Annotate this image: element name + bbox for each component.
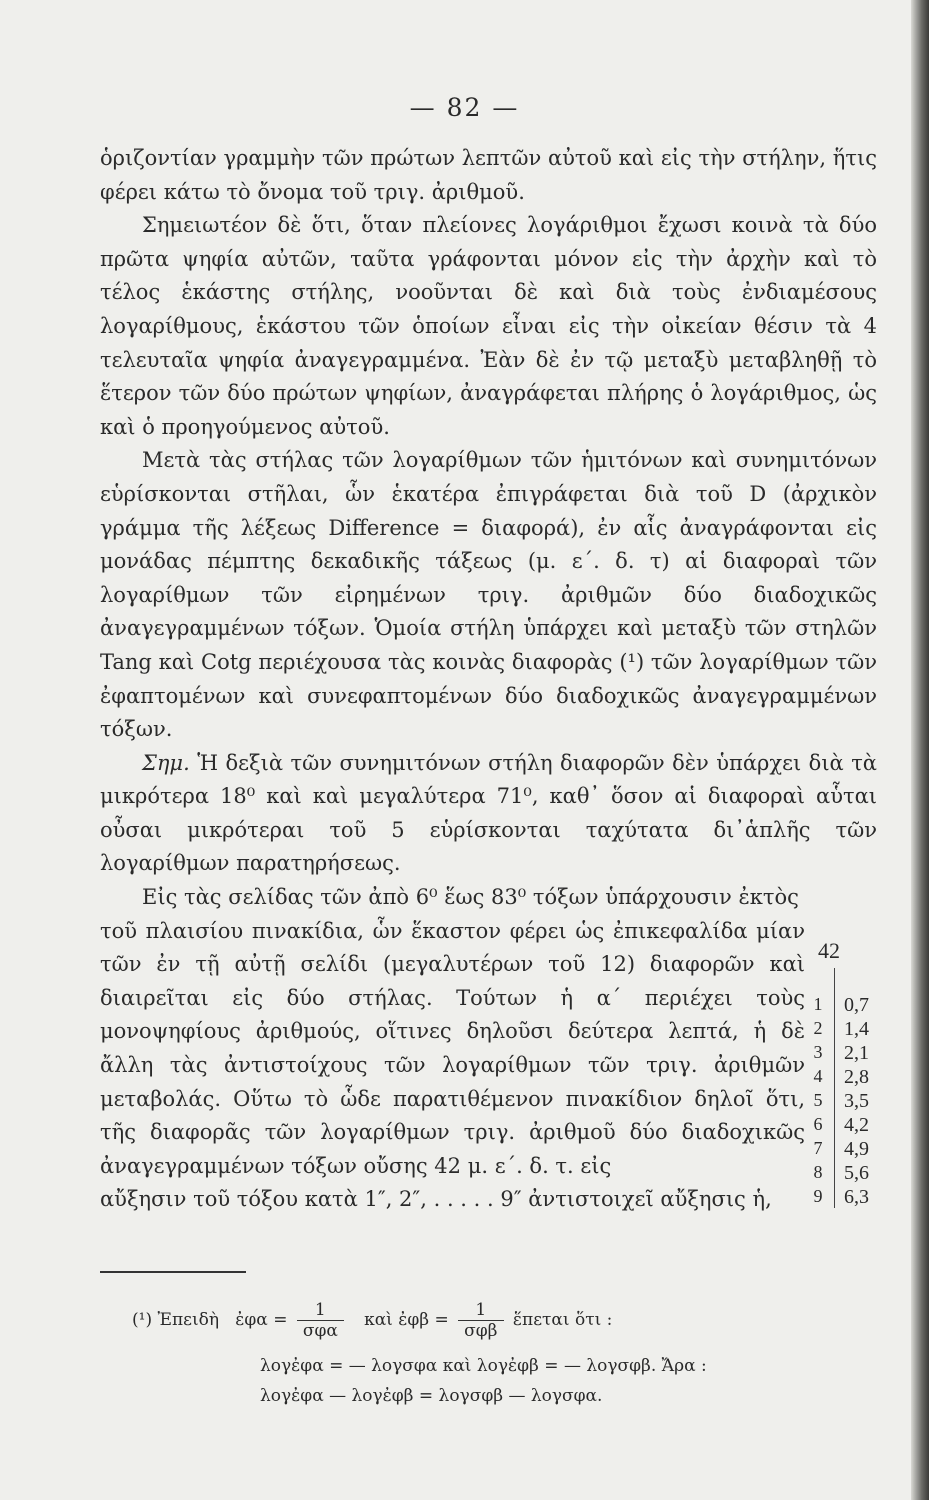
fraction-denominator: σφα (302, 1321, 338, 1341)
paragraph-2: Σημειωτέον δὲ ὅτι, ὅταν πλείονες λογάριθμοι ἔχωσι κοινὰ τὰ δύο πρῶτα ψηφία αὐτῶν, ταῦτα γράφονται μόνον εἰς τὴν ἀρχὴν καὶ τὸ τέλος ἑκάστης στήλης, νοοῦνται δὲ καὶ διὰ τοὺς ἐνδιαμέσους λογαρίθμους, ἑκάστου τῶν ὁποίων εἶναι εἰς τὴν οἰκείαν θέσιν τὰ 4 τελευταῖα ψηφία ἀναγεγραμμένα. Ἐὰν δὲ ἐν τῷ μεταξὺ μεταβληθῇ τὸ ἕτερον τῶν δύο πρώτων ψηφίων, ἀναγράφεται πλήρης ὁ λογάριθμος, ὡς καὶ ὁ προηγούμενος αὐτοῦ. (100, 213, 877, 439)
fraction-1 (297, 1300, 344, 1341)
paragraph-note (100, 747, 877, 881)
seconds-cell: 5 (813, 1090, 823, 1110)
footnote-line-1 (132, 1300, 832, 1341)
value-cell: 4,2 (844, 1114, 869, 1136)
paragraph-1: ὁριζοντίαν γραμμὴν τῶν πρώτων λεπτῶν αὐτοῦ καὶ εἰς τὴν στήλην, ἥτις φέρει κάτω τὸ ὄνομα τοῦ τριγ. ἀριθμοῦ. (100, 146, 877, 204)
seconds-cell: 6 (813, 1114, 823, 1134)
table-row (808, 1090, 888, 1114)
fraction-numerator: 1 (297, 1300, 344, 1321)
table-row (808, 1042, 888, 1066)
table-row (808, 1186, 888, 1210)
fraction-denominator: σφβ (464, 1321, 498, 1341)
value-cell: 6,3 (844, 1186, 869, 1208)
paragraph-5-lead: Εἰς τὰς σελίδας τῶν ἀπὸ 6⁰ ἕως 83⁰ τόξων ὑπάρχουσιν ἐκτὸς (142, 885, 799, 910)
seconds-cell: 2 (813, 1018, 823, 1038)
table-row (808, 1114, 888, 1138)
table-row (808, 994, 888, 1018)
footnote-rule (100, 1271, 246, 1273)
seconds-cell: 7 (813, 1138, 823, 1158)
footnote (132, 1300, 832, 1416)
formula-part: ἐφα = (235, 1310, 288, 1330)
seconds-cell: 3 (813, 1042, 823, 1062)
table-row (808, 1066, 888, 1090)
paragraph-5-body: τοῦ πλαισίου πινακίδια, ὧν ἕκαστον φέρει ὡς ἐπικεφαλίδα μίαν τῶν ἐν τῇ αὐτῇ σελίδι (μεγαλυτέρων τοῦ 12) διαφορῶν καὶ διαιρεῖται εἰς δύο στήλας. Τούτων ἡ α΄ περιέχει τοὺς μονοψηφίους ἀριθμούς, οἵτινες δηλοῦσι δεύτερα λεπτά, ἡ δὲ ἄλλη τὰς ἀντιστοίχους τῶν λογαρίθμων τῶν τριγ. ἀριθμῶν μεταβολάς. Οὕτω τὸ ὧδε παρατιθέμενον πινακίδιον δηλοῖ ὅτι, τῆς διαφορᾶς τῶν λογαρίθμων τριγ. ἀριθμοῦ δύο διαδοχικῶς ἀναγεγραμμένων τόξων οὔσης 42 μ. ε΄. δ. τ. εἰς (100, 918, 805, 1178)
footnote-line-2: λογἐφα = — λογσφα καὶ λογἐφβ = — λογσφβ. Ἄρα : (260, 1356, 707, 1376)
value-cell: 2,8 (844, 1066, 869, 1088)
difference-table-header: 42 (818, 938, 840, 963)
value-cell: 4,9 (844, 1138, 869, 1160)
formula-part: ἕπεται ὅτι : (512, 1310, 613, 1330)
table-row (808, 1018, 888, 1042)
formula-part: καὶ ἐφβ = (364, 1310, 449, 1330)
note-text: Ἡ δεξιὰ τῶν συνημιτόνων στήλη διαφορῶν δὲν ὑπάρχει διὰ τὰ μικρότερα 18⁰ καὶ καὶ μεγαλύτερα 71⁰, καθ᾽ ὅσον αἱ διαφοραὶ αὗται οὖσαι μικρότεραι τοῦ 5 εὑρίσκονται ταχύτατα δι᾽ἁπλῆς τῶν λογαρίθμων παρατηρήσεως. (100, 750, 877, 876)
seconds-cell: 8 (813, 1162, 823, 1182)
fraction-2 (458, 1300, 503, 1341)
table-row (808, 1162, 888, 1186)
seconds-cell: 9 (813, 1186, 823, 1206)
value-cell: 1,4 (844, 1018, 869, 1040)
value-cell: 5,6 (844, 1162, 869, 1184)
value-cell: 3,5 (844, 1090, 869, 1112)
table-row (808, 1138, 888, 1162)
page-edge-shadow (911, 0, 929, 1500)
difference-table (808, 938, 888, 1218)
fraction-numerator: 1 (458, 1300, 503, 1321)
footnote-line-3: λογἐφα — λογἐφβ = λογσφβ — λογσφα. (260, 1386, 603, 1406)
paragraph-5-last: αὔξησιν τοῦ τόξου κατὰ 1″, 2″, . . . . . 9″ ἀντιστοιχεῖ αὔξησις ἡ, (100, 1187, 772, 1212)
footnote-marker: (¹) Ἐπειδὴ (132, 1310, 220, 1330)
seconds-cell: 4 (813, 1066, 823, 1086)
seconds-cell: 1 (813, 994, 823, 1014)
body-text (100, 142, 877, 1217)
value-cell: 2,1 (844, 1042, 869, 1064)
page-number: — 82 — (409, 93, 520, 122)
note-label: Σημ. (142, 750, 190, 775)
value-cell: 0,7 (844, 994, 869, 1016)
paragraph-3: Μετὰ τὰς στήλας τῶν λογαρίθμων τῶν ἡμιτόνων καὶ συνημιτόνων εὑρίσκονται στῆλαι, ὧν ἑκατέρα ἐπιγράφεται διὰ τοῦ D (ἀρχικὸν γράμμα τῆς λέξεως Difference = διαφορά), ἐν αἷς ἀναγράφονται εἰς μονάδας πέμπτης δεκαδικῆς τάξεως (μ. ε΄. δ. τ) αἱ διαφοραὶ τῶν λογαρίθμων τῶν εἰρημένων τριγ. ἀριθμῶν δύο διαδοχικῶς ἀναγεγραμμένων τόξων. Ὁμοία στήλη ὑπάρχει καὶ μεταξὺ τῶν στηλῶν Tang καὶ Cotg περιέχουσα τὰς κοινὰς διαφορὰς (¹) τῶν λογαρίθμων τῶν ἐφαπτομένων καὶ συνεφαπτομένων δύο διαδοχικῶς ἀναγεγραμμένων τόξων. (100, 448, 877, 742)
